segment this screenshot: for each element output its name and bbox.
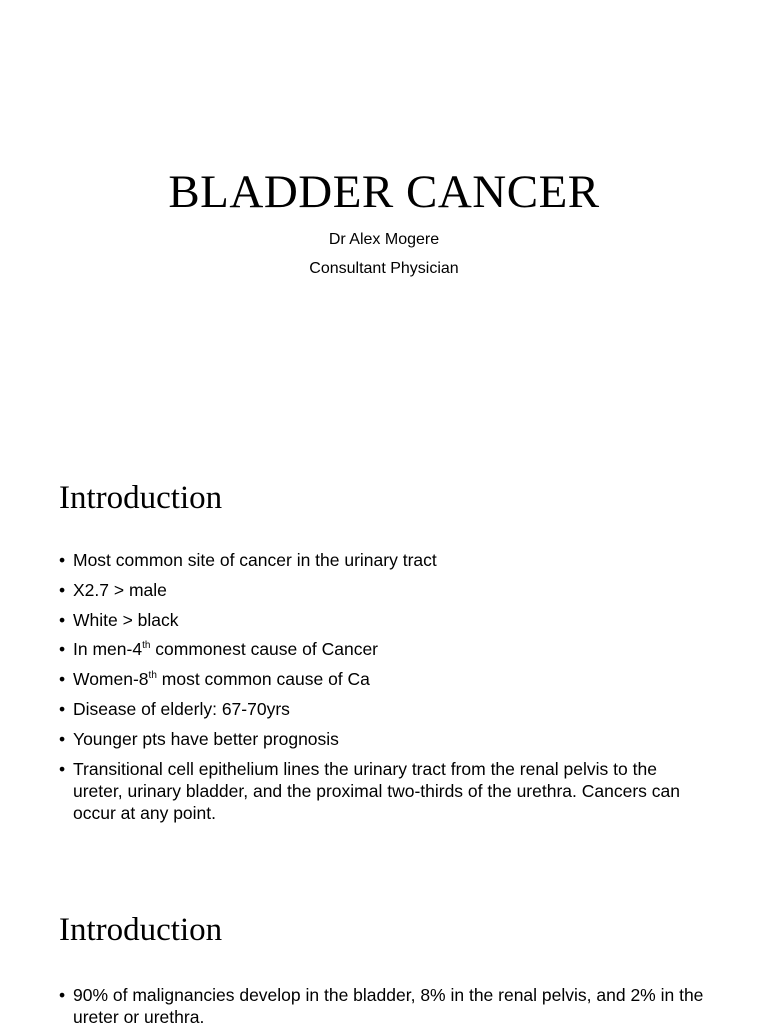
bullet-icon: •	[59, 579, 66, 600]
author-role: Consultant Physician	[309, 260, 459, 277]
bullet-icon: •	[59, 758, 66, 779]
bullet-list	[59, 984, 709, 1035]
bullet-icon: •	[59, 698, 66, 719]
introduction-slide-2	[0, 864, 768, 1027]
bullet-icon: •	[59, 728, 66, 749]
bullet-text: White > black	[73, 609, 179, 630]
bullet-icon: •	[59, 639, 66, 660]
bullet-item	[59, 609, 709, 632]
bullet-text: Most common site of cancer in the urinary tract	[73, 550, 437, 570]
bullet-item	[59, 728, 709, 751]
bullet-item	[59, 984, 709, 1028]
bullet-item	[59, 579, 709, 602]
bullet-item	[59, 758, 709, 824]
bullet-text: In men-4th commonest cause of Cancer	[73, 639, 379, 660]
bullet-item	[59, 549, 709, 572]
slide-heading: Introduction	[59, 912, 223, 948]
bullet-text: X2.7 > male	[73, 579, 167, 600]
superscript: th	[142, 640, 151, 652]
bullet-item	[59, 638, 709, 661]
bullet-icon: •	[59, 985, 66, 1005]
bullet-text: 90% of malignancies develop in the bladder, 8% in the renal pelvis, and 2% in the ureter or urethra.	[73, 985, 704, 1027]
bullet-icon: •	[59, 550, 66, 570]
bullet-item	[59, 698, 709, 721]
introduction-slide	[0, 432, 768, 864]
bullet-text: Disease of elderly: 67-70yrs	[73, 698, 290, 719]
bullet-text: Transitional cell epithelium lines the urinary tract from the renal pelvis to the ureter, urinary bladder, and the proximal two-thirds of the urethra. Cancers can occur at any point.	[73, 758, 680, 823]
superscript: th	[148, 670, 157, 682]
bullet-text: Women-8th most common cause of Ca	[73, 669, 370, 690]
slide-heading: Introduction	[59, 480, 223, 516]
bullet-list	[59, 549, 709, 831]
presentation-title: BLADDER CANCER	[168, 166, 600, 218]
title-slide	[0, 0, 768, 432]
bullet-item	[59, 668, 709, 691]
bullet-icon: •	[59, 609, 66, 630]
bullet-icon: •	[59, 669, 66, 690]
author-name: Dr Alex Mogere	[328, 231, 440, 248]
bullet-text: Younger pts have better prognosis	[73, 728, 339, 749]
